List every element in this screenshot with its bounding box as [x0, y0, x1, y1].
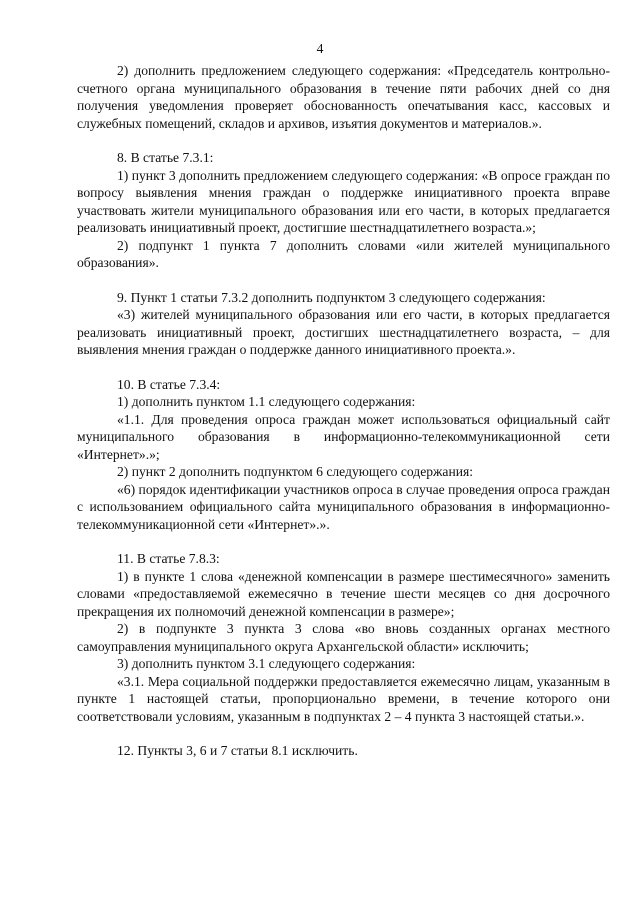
- paragraph: 1) в пункте 1 слова «денежной компенсации в размере шестимесячного» заменить словами «предоставляемой ежемесячно в течение шести месяцев со дня досрочного прекращения их полномочий денежной компенсации в размере»;: [77, 568, 610, 619]
- paragraph: 1) пункт 3 дополнить предложением следующего содержания: «В опросе граждан по вопросу выявления мнения граждан о поддержке инициативного проекта вправе участвовать жители муниципального образования или его части, в которых предлагается реализовать инициативный проект, достигшие шестнадцатилетнего возраста.»;: [77, 167, 610, 235]
- paragraph-spacer: [77, 272, 610, 289]
- paragraph: 3) дополнить пунктом 3.1 следующего содержания:: [117, 656, 416, 671]
- page-number: 4: [316, 41, 324, 56]
- paragraph: 12. Пункты 3, 6 и 7 статьи 8.1 исключить.: [117, 743, 358, 758]
- paragraph-spacer: [77, 725, 610, 742]
- paragraph: 2) дополнить предложением следующего содержания: «Председатель контрольно-счетного органа муниципального образования в течение пяти рабочих дней со дня получения уведомления проверяет обоснованность опечатывания касс, кассовых и служебных помещений, складов и архивов, изъятия документов и материалов.».: [77, 63, 610, 131]
- paragraph: 1) дополнить пунктом 1.1 следующего содержания:: [117, 394, 416, 409]
- paragraph: «6) порядок идентификации участников опроса в случае проведения опроса граждан с использованием официального сайта муниципального образования в информационно-телекоммуникационной сети «Интернет».».: [77, 481, 610, 532]
- paragraph-spacer: [77, 359, 610, 376]
- paragraph: 2) в подпункте 3 пункта 3 слова «во вновь созданных органах местного самоуправления муниципального округа Архангельской области» исключить;: [77, 621, 610, 654]
- paragraph: «3.1. Мера социальной поддержки предоставляется ежемесячно лицам, указанным в пункте 1 настоящей статьи, пропорционально времени, в течение которого они соответствовали условиям, указанным в подпунктах 2 – 4 пункта 3 настоящей статьи.».: [77, 673, 610, 724]
- paragraph: 2) пункт 2 дополнить подпунктом 6 следующего содержания:: [117, 464, 474, 479]
- paragraph: «3) жителей муниципального образования или его части, в которых предлагается реализовать инициативный проект, достигших шестнадцатилетнего возраста, – для выявления мнения граждан о поддержке данного инициативного проекта.».: [77, 307, 610, 357]
- paragraph: 2) подпункт 1 пункта 7 дополнить словами «или жителей муниципального образования».: [77, 237, 610, 270]
- paragraph-spacer: [77, 533, 610, 550]
- paragraph: 8. В статье 7.3.1:: [117, 150, 214, 165]
- paragraph-spacer: [77, 132, 610, 149]
- paragraph: «1.1. Для проведения опроса граждан может использоваться официальный сайт муниципального образования в информационно-телекоммуникационной сети «Интернет».»;: [77, 411, 610, 462]
- document-body: [77, 62, 610, 760]
- paragraph: 9. Пункт 1 статьи 7.3.2 дополнить подпунктом 3 следующего содержания:: [117, 289, 546, 305]
- paragraph: 11. В статье 7.8.3:: [117, 551, 220, 566]
- paragraph: 10. В статье 7.3.4:: [117, 376, 221, 392]
